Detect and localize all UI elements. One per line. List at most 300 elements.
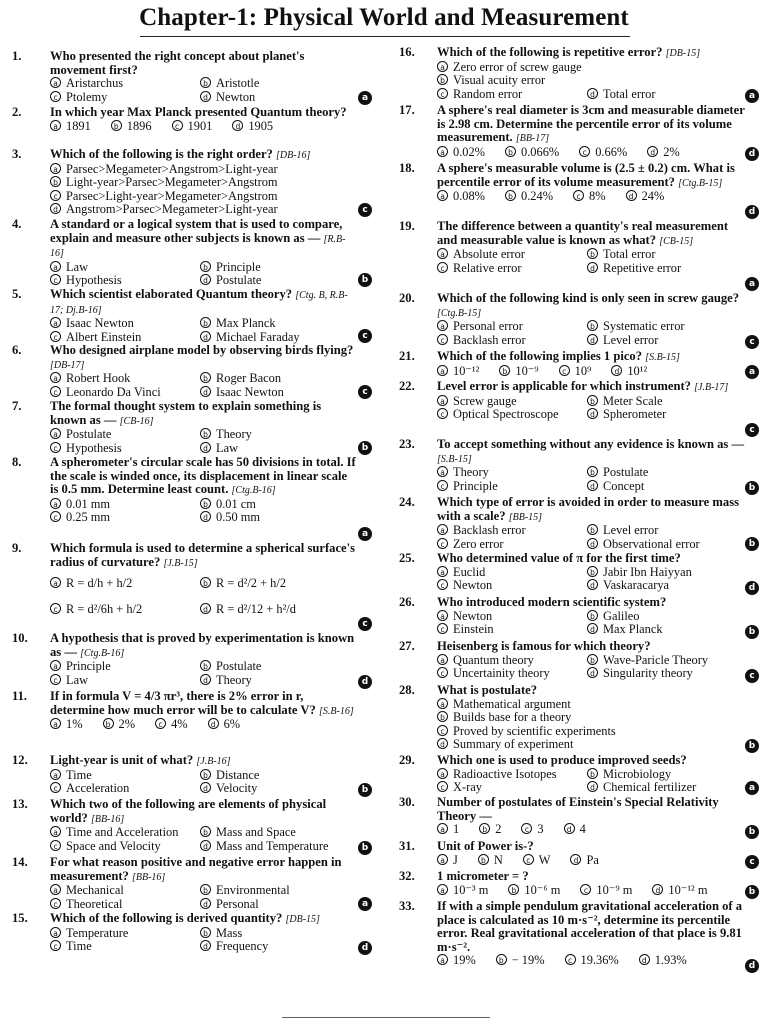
option-b[interactable] <box>587 566 747 580</box>
question-text: Which of the following kind is only seen in screw gauge? <box>437 291 740 305</box>
question-number: 12. <box>12 753 28 767</box>
option-text: Michael Faraday <box>216 329 300 344</box>
option-marker-icon: a <box>437 768 448 779</box>
option-c[interactable] <box>50 782 200 796</box>
option-b[interactable] <box>499 365 538 379</box>
question-item <box>10 542 372 632</box>
option-b[interactable] <box>437 711 759 725</box>
question-text: A spherometer's circular scale has 50 divisions in total. If the scale is winded once, its displacement in linear scale is 0.5 mm. Determine least count. <box>50 455 356 497</box>
options-list <box>397 365 759 379</box>
option-text: Newton <box>216 89 256 104</box>
option-marker-icon: c <box>50 91 61 102</box>
option-marker-icon: a <box>50 577 61 588</box>
question-item <box>10 148 372 218</box>
question-stem <box>397 162 759 190</box>
option-c[interactable] <box>50 940 200 954</box>
option-marker-icon: d <box>587 334 598 345</box>
option-b[interactable] <box>103 718 136 732</box>
option-b[interactable] <box>437 74 747 88</box>
options-list <box>10 884 372 911</box>
option-d[interactable] <box>587 667 747 681</box>
option-marker-icon: b <box>587 395 598 406</box>
option-b[interactable] <box>200 498 360 512</box>
option-a[interactable] <box>50 428 200 442</box>
question-item <box>10 690 372 754</box>
question-source: [DB-17] <box>50 359 85 371</box>
option-d[interactable] <box>587 781 747 795</box>
option-a[interactable] <box>437 654 587 668</box>
option-text: Total error <box>603 86 656 101</box>
option-text: Zero error of screw gauge <box>453 59 582 74</box>
option-c[interactable] <box>523 854 551 868</box>
option-text: Level error <box>603 332 659 347</box>
option-d[interactable] <box>587 623 747 637</box>
option-b[interactable] <box>587 248 747 262</box>
question-text: Which of the following is the right order? <box>50 147 273 161</box>
option-a[interactable] <box>50 120 91 134</box>
option-text: Proved by scientific experiments <box>453 723 616 738</box>
option-a[interactable] <box>437 466 587 480</box>
option-text: Concept <box>603 478 645 493</box>
question-source: [CB-15] <box>659 235 694 247</box>
option-d[interactable] <box>626 190 665 204</box>
option-c[interactable] <box>437 408 587 422</box>
option-marker-icon: d <box>647 146 658 157</box>
option-marker-icon: d <box>200 898 211 909</box>
option-b[interactable] <box>200 927 360 941</box>
option-text: Theoretical <box>66 896 123 911</box>
question-text: A sphere's measurable volume is (2.5 ± 0.2) cm. What is percentile error of its volume measurement? <box>437 161 735 189</box>
answer-badge: b <box>745 481 759 495</box>
question-text: Who determined value of π for the first time? <box>437 551 681 565</box>
option-text: 3 <box>537 822 544 837</box>
option-b[interactable] <box>587 320 747 334</box>
option-c[interactable] <box>580 884 632 898</box>
option-c[interactable] <box>573 190 606 204</box>
option-c[interactable] <box>579 146 627 160</box>
option-b[interactable] <box>587 524 747 538</box>
option-b[interactable] <box>505 146 559 160</box>
question-text: Which of the following is repetitive error? <box>437 45 663 59</box>
option-text: Theory <box>453 465 489 480</box>
option-a[interactable] <box>437 146 485 160</box>
option-c[interactable] <box>50 840 200 854</box>
question-number: 29. <box>399 753 415 767</box>
option-marker-icon: b <box>111 120 122 131</box>
option-marker-icon: a <box>50 927 61 938</box>
question-stem <box>10 798 372 826</box>
question-stem <box>397 46 759 61</box>
option-a[interactable] <box>50 261 200 275</box>
question-item <box>10 754 372 798</box>
option-a[interactable] <box>437 524 587 538</box>
option-a[interactable] <box>50 660 200 674</box>
option-b[interactable] <box>111 120 152 134</box>
option-marker-icon: b <box>200 261 211 272</box>
option-text: Observational error <box>603 536 700 551</box>
option-marker-icon: d <box>587 538 598 549</box>
option-marker-icon: a <box>437 854 448 865</box>
option-marker-icon: d <box>587 408 598 419</box>
option-a[interactable] <box>50 826 200 840</box>
option-d[interactable] <box>232 120 273 134</box>
option-d[interactable] <box>200 840 360 854</box>
option-marker-icon: d <box>232 120 243 131</box>
options-list <box>397 884 759 898</box>
option-c[interactable] <box>437 623 587 637</box>
question-text: The difference between a quantity's real measurement and measurable value is known as what? <box>437 219 729 247</box>
option-c[interactable] <box>437 334 587 348</box>
option-b[interactable] <box>496 954 545 968</box>
option-c[interactable] <box>437 667 587 681</box>
option-text: 0.01 cm <box>216 496 256 511</box>
option-c[interactable] <box>172 120 213 134</box>
option-marker-icon: c <box>580 884 591 895</box>
option-marker-icon: c <box>579 146 590 157</box>
option-a[interactable] <box>50 718 83 732</box>
option-marker-icon: c <box>437 408 448 419</box>
option-text: Principle <box>453 478 498 493</box>
question-stem <box>10 456 372 498</box>
option-b[interactable] <box>479 823 501 837</box>
option-marker-icon: a <box>50 498 61 509</box>
option-text: X-ray <box>453 780 482 795</box>
question-text: A hypothesis that is proved by experimentation is known as — <box>50 631 355 659</box>
question-number: 9. <box>12 541 22 555</box>
option-marker-icon: b <box>200 372 211 383</box>
question-source: [CB-16] <box>119 415 154 427</box>
option-text: Random error <box>453 86 523 101</box>
option-b[interactable] <box>200 570 360 596</box>
option-d[interactable] <box>587 408 747 422</box>
option-c[interactable] <box>155 718 188 732</box>
option-d[interactable] <box>200 91 360 105</box>
options-list <box>397 610 759 637</box>
option-marker-icon: b <box>587 524 598 535</box>
option-c[interactable] <box>50 274 200 288</box>
option-a[interactable] <box>437 248 587 262</box>
option-d[interactable] <box>200 940 360 954</box>
option-marker-icon: c <box>155 718 166 729</box>
option-c[interactable] <box>565 954 619 968</box>
option-text: Parsec>Megameter>Angstrom>Light-year <box>66 161 278 176</box>
option-marker-icon: a <box>437 395 448 406</box>
option-marker-icon: b <box>200 826 211 837</box>
question-stem <box>10 106 372 120</box>
option-a[interactable] <box>50 769 200 783</box>
answer-badge: a <box>745 365 759 379</box>
option-d[interactable] <box>570 854 598 868</box>
option-marker-icon: c <box>437 538 448 549</box>
answer-badge: c <box>358 203 372 217</box>
option-d[interactable] <box>200 511 360 525</box>
option-marker-icon: a <box>50 718 61 729</box>
option-b[interactable] <box>587 610 747 624</box>
option-c[interactable] <box>50 91 200 105</box>
option-a[interactable] <box>50 570 200 596</box>
question-number: 33. <box>399 899 415 913</box>
option-text: 19% <box>453 953 476 968</box>
question-source: [Ctg.B-15] <box>678 177 723 189</box>
question-stem <box>397 840 759 854</box>
option-d[interactable] <box>587 538 747 552</box>
option-marker-icon: b <box>478 854 489 865</box>
option-a[interactable] <box>437 320 587 334</box>
option-marker-icon: a <box>437 566 448 577</box>
option-text: Mass and Temperature <box>216 838 329 853</box>
option-a[interactable] <box>50 372 200 386</box>
option-d[interactable] <box>587 334 747 348</box>
options-list <box>397 654 759 681</box>
option-d[interactable] <box>200 782 360 796</box>
option-c[interactable] <box>437 88 587 102</box>
option-marker-icon: d <box>200 442 211 453</box>
option-d[interactable] <box>652 884 707 898</box>
option-c[interactable] <box>50 511 200 525</box>
option-text: Wave-Paricle Theory <box>603 652 709 667</box>
question-stem <box>10 542 372 570</box>
option-c[interactable] <box>50 442 200 456</box>
option-b[interactable] <box>200 660 360 674</box>
option-c[interactable] <box>437 579 587 593</box>
question-number: 7. <box>12 399 22 413</box>
question-text: Who presented the right concept about planet's movement first? <box>50 49 305 77</box>
option-marker-icon: b <box>587 768 598 779</box>
option-a[interactable] <box>437 395 587 409</box>
option-d[interactable] <box>587 480 747 494</box>
option-a[interactable] <box>50 927 200 941</box>
answer-badge: a <box>745 89 759 103</box>
option-marker-icon: d <box>200 386 211 397</box>
option-d[interactable] <box>50 203 372 217</box>
option-c[interactable] <box>437 725 759 739</box>
option-a[interactable] <box>437 768 587 782</box>
question-stem <box>10 754 372 769</box>
option-text: Total error <box>603 247 656 262</box>
question-number: 32. <box>399 869 415 883</box>
option-b[interactable] <box>200 77 360 91</box>
question-text: Who introduced modern scientific system? <box>437 595 667 609</box>
option-text: Backlash error <box>453 332 526 347</box>
option-d[interactable] <box>587 579 747 593</box>
option-marker-icon: b <box>496 954 507 965</box>
answer-badge: b <box>745 739 759 753</box>
question-stem <box>10 912 372 927</box>
option-a[interactable] <box>50 163 372 177</box>
question-stem <box>10 50 372 77</box>
option-text: Isaac Newton <box>66 316 134 331</box>
option-b[interactable] <box>200 884 360 898</box>
answer-badge: c <box>745 335 759 349</box>
option-d[interactable] <box>437 738 759 752</box>
option-d[interactable] <box>587 262 747 276</box>
option-a[interactable] <box>437 190 485 204</box>
option-c[interactable] <box>50 674 200 688</box>
option-text: Environmental <box>216 883 290 898</box>
option-d[interactable] <box>200 386 360 400</box>
option-b[interactable] <box>587 395 747 409</box>
option-a[interactable] <box>437 854 458 868</box>
option-b[interactable] <box>200 769 360 783</box>
question-item <box>397 684 759 754</box>
option-d[interactable] <box>200 898 360 912</box>
option-text: W <box>538 852 551 867</box>
option-b[interactable] <box>587 768 747 782</box>
option-text: Time <box>66 767 92 782</box>
option-d[interactable] <box>639 954 687 968</box>
question-text: If with a simple pendulum gravitational acceleration of a place is calculated as 10 m·s⁻², determine its percentile error. Real gravitational acceleration of that place is 9.81 m·s⁻². <box>437 899 743 954</box>
title-underline <box>140 36 630 37</box>
option-b[interactable] <box>200 372 360 386</box>
option-b[interactable] <box>50 176 372 190</box>
option-text: Summary of experiment <box>453 737 574 752</box>
option-a[interactable] <box>437 954 476 968</box>
question-item <box>397 496 759 552</box>
option-c[interactable] <box>437 538 587 552</box>
option-a[interactable] <box>437 610 587 624</box>
option-c[interactable] <box>50 596 200 622</box>
options-list <box>397 854 759 868</box>
option-c[interactable] <box>50 386 200 400</box>
option-d[interactable] <box>208 718 241 732</box>
answer-badge: a <box>745 277 759 291</box>
question-number: 16. <box>399 45 415 59</box>
question-stem <box>10 632 372 660</box>
question-number: 31. <box>399 839 415 853</box>
option-c[interactable] <box>437 262 587 276</box>
question-number: 28. <box>399 683 415 697</box>
option-marker-icon: a <box>50 884 61 895</box>
question-source: [DB-15] <box>285 914 320 925</box>
question-number: 2. <box>12 105 22 119</box>
option-marker-icon: c <box>50 940 61 951</box>
option-text: Distance <box>216 767 260 782</box>
option-text: 0.25 mm <box>66 510 111 525</box>
option-a[interactable] <box>437 823 459 837</box>
option-marker-icon: d <box>652 884 663 895</box>
option-d[interactable] <box>647 146 680 160</box>
option-a[interactable] <box>50 77 200 91</box>
option-text: Time <box>66 939 92 954</box>
option-d[interactable] <box>200 274 360 288</box>
option-b[interactable] <box>200 428 360 442</box>
option-a[interactable] <box>437 566 587 580</box>
question-number: 27. <box>399 639 415 653</box>
option-text: Radioactive Isotopes <box>453 766 557 781</box>
option-a[interactable] <box>437 61 747 75</box>
option-marker-icon: b <box>587 610 598 621</box>
answer-badge: b <box>358 841 372 855</box>
option-marker-icon: b <box>587 466 598 477</box>
option-d[interactable] <box>587 88 747 102</box>
option-text: Velocity <box>216 781 258 796</box>
options-list <box>397 248 759 275</box>
question-number: 4. <box>12 217 22 231</box>
option-d[interactable] <box>200 442 360 456</box>
option-c[interactable] <box>437 480 587 494</box>
option-marker-icon: d <box>200 331 211 342</box>
option-text: 10⁹ <box>574 363 592 378</box>
option-b[interactable] <box>508 884 560 898</box>
option-marker-icon: c <box>437 262 448 273</box>
option-c[interactable] <box>50 898 200 912</box>
option-marker-icon: c <box>50 782 61 793</box>
option-text: Microbiology <box>603 766 672 781</box>
option-a[interactable] <box>50 884 200 898</box>
option-a[interactable] <box>50 498 200 512</box>
page-title: Chapter-1: Physical World and Measurement <box>139 4 629 31</box>
question-source: [J.B-15] <box>163 557 198 569</box>
option-c[interactable] <box>437 781 587 795</box>
option-marker-icon: c <box>573 190 584 201</box>
option-b[interactable] <box>200 261 360 275</box>
option-a[interactable] <box>437 698 759 712</box>
option-marker-icon: c <box>437 480 448 491</box>
option-text: R = d²/2 + h/2 <box>216 576 287 591</box>
option-marker-icon: c <box>50 274 61 285</box>
question-item <box>10 632 372 690</box>
option-a[interactable] <box>437 884 488 898</box>
option-b[interactable] <box>505 190 553 204</box>
question-number: 21. <box>399 349 415 363</box>
option-marker-icon: c <box>437 725 448 736</box>
option-b[interactable] <box>587 654 747 668</box>
question-number: 6. <box>12 343 22 357</box>
option-d[interactable] <box>564 823 586 837</box>
option-marker-icon: a <box>437 248 448 259</box>
option-text: Roger Bacon <box>216 371 282 386</box>
option-b[interactable] <box>587 466 747 480</box>
option-c[interactable] <box>559 365 592 379</box>
option-b[interactable] <box>200 826 360 840</box>
option-c[interactable] <box>50 190 372 204</box>
option-a[interactable] <box>437 365 479 379</box>
option-marker-icon: b <box>103 718 114 729</box>
question-item <box>397 380 759 438</box>
question-text: Which of the following implies 1 pico? <box>437 349 643 363</box>
option-a[interactable] <box>50 317 200 331</box>
answer-badge: d <box>358 941 372 955</box>
option-marker-icon: c <box>50 386 61 397</box>
option-text: 24% <box>641 189 665 204</box>
option-d[interactable] <box>200 674 360 688</box>
options-list <box>397 61 759 102</box>
option-d[interactable] <box>200 596 360 622</box>
question-source: [Ctg. B, R.B-17; Dj.B-16] <box>50 290 348 316</box>
question-item <box>10 912 372 956</box>
option-text: 2 <box>495 822 502 837</box>
option-marker-icon: b <box>479 823 490 834</box>
options-list <box>10 163 372 217</box>
option-text: R = d/h + h/2 <box>66 576 133 591</box>
option-text: Personal <box>216 896 259 911</box>
option-d[interactable] <box>611 365 647 379</box>
option-b[interactable] <box>478 854 503 868</box>
question-number: 14. <box>12 855 28 869</box>
option-b[interactable] <box>200 317 360 331</box>
option-text: Law <box>216 440 239 455</box>
option-text: Parsec>Light-year>Megameter>Angstrom <box>66 188 278 203</box>
option-text: 0.24% <box>521 189 554 204</box>
answer-badge: b <box>745 625 759 639</box>
question-stem <box>10 344 372 372</box>
answer-badge: c <box>358 617 372 631</box>
answer-badge: d <box>745 205 759 219</box>
option-marker-icon: b <box>587 320 598 331</box>
option-marker-icon: b <box>200 77 211 88</box>
option-c[interactable] <box>521 823 543 837</box>
question-number: 24. <box>399 495 415 509</box>
